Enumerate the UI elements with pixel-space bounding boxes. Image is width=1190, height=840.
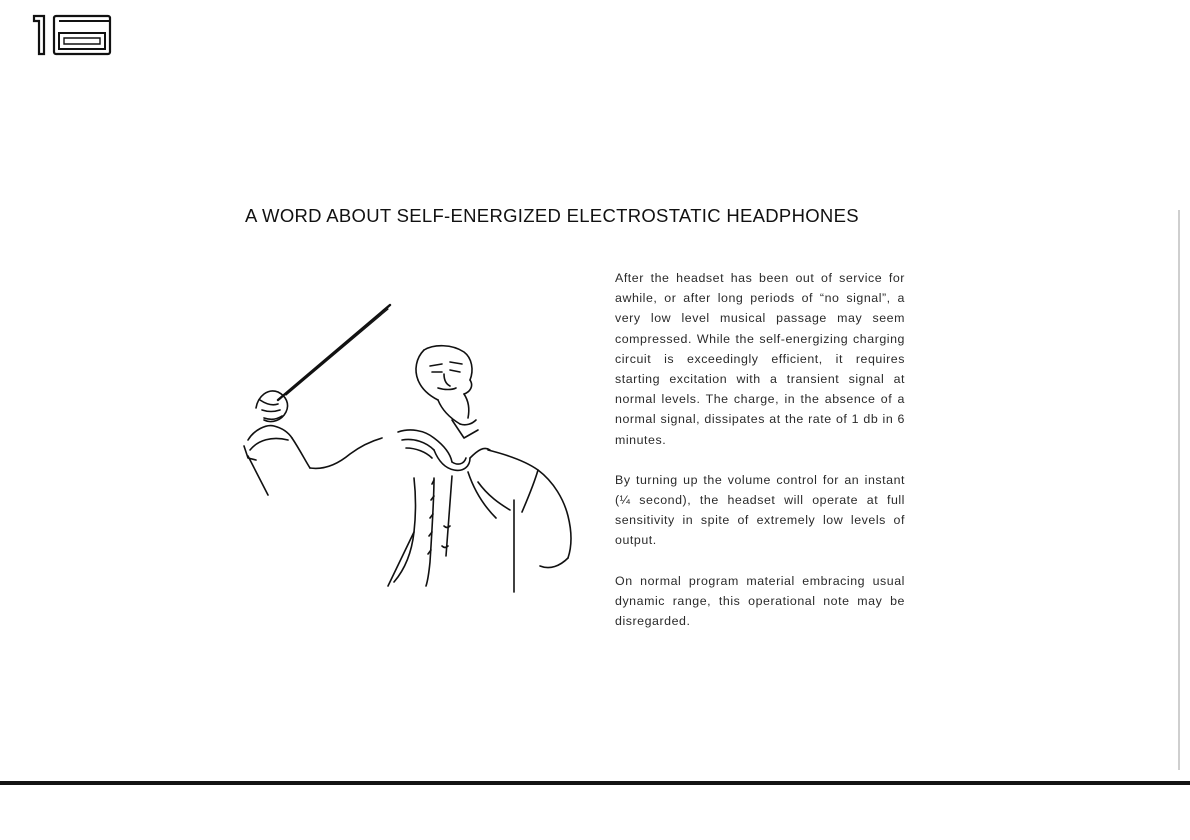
conductor-with-baton-icon	[238, 300, 583, 600]
page-number	[30, 10, 120, 62]
conductor-illustration	[238, 300, 583, 600]
page-number-glyphs	[30, 10, 116, 58]
body-text	[615, 268, 905, 651]
bottom-rule	[0, 781, 1190, 785]
paragraph-volume-control: By turning up the volume control for an instant (¼ second), the headset will operate at full sensitivity in spite of extremely low levels of output.	[615, 472, 905, 548]
page-edge-shadow	[1178, 210, 1180, 770]
paragraph-normal-program: On normal program material embracing usual dynamic range, this operational note may be disregarded.	[615, 573, 905, 629]
paragraph-no-signal: After the headset has been out of service for awhile, or after long periods of “no signal”, a very low level musical passage may seem compressed. While the self-energizing charging circuit is exceedingly efficient, it requires starting excitation with a transient signal at normal levels. The charge, in the absence of a normal signal, dissipates at the rate of 1 db in 6 minutes.	[615, 271, 905, 447]
page-heading: A WORD ABOUT SELF-ENERGIZED ELECTROSTATIC HEADPHONES	[245, 205, 859, 226]
